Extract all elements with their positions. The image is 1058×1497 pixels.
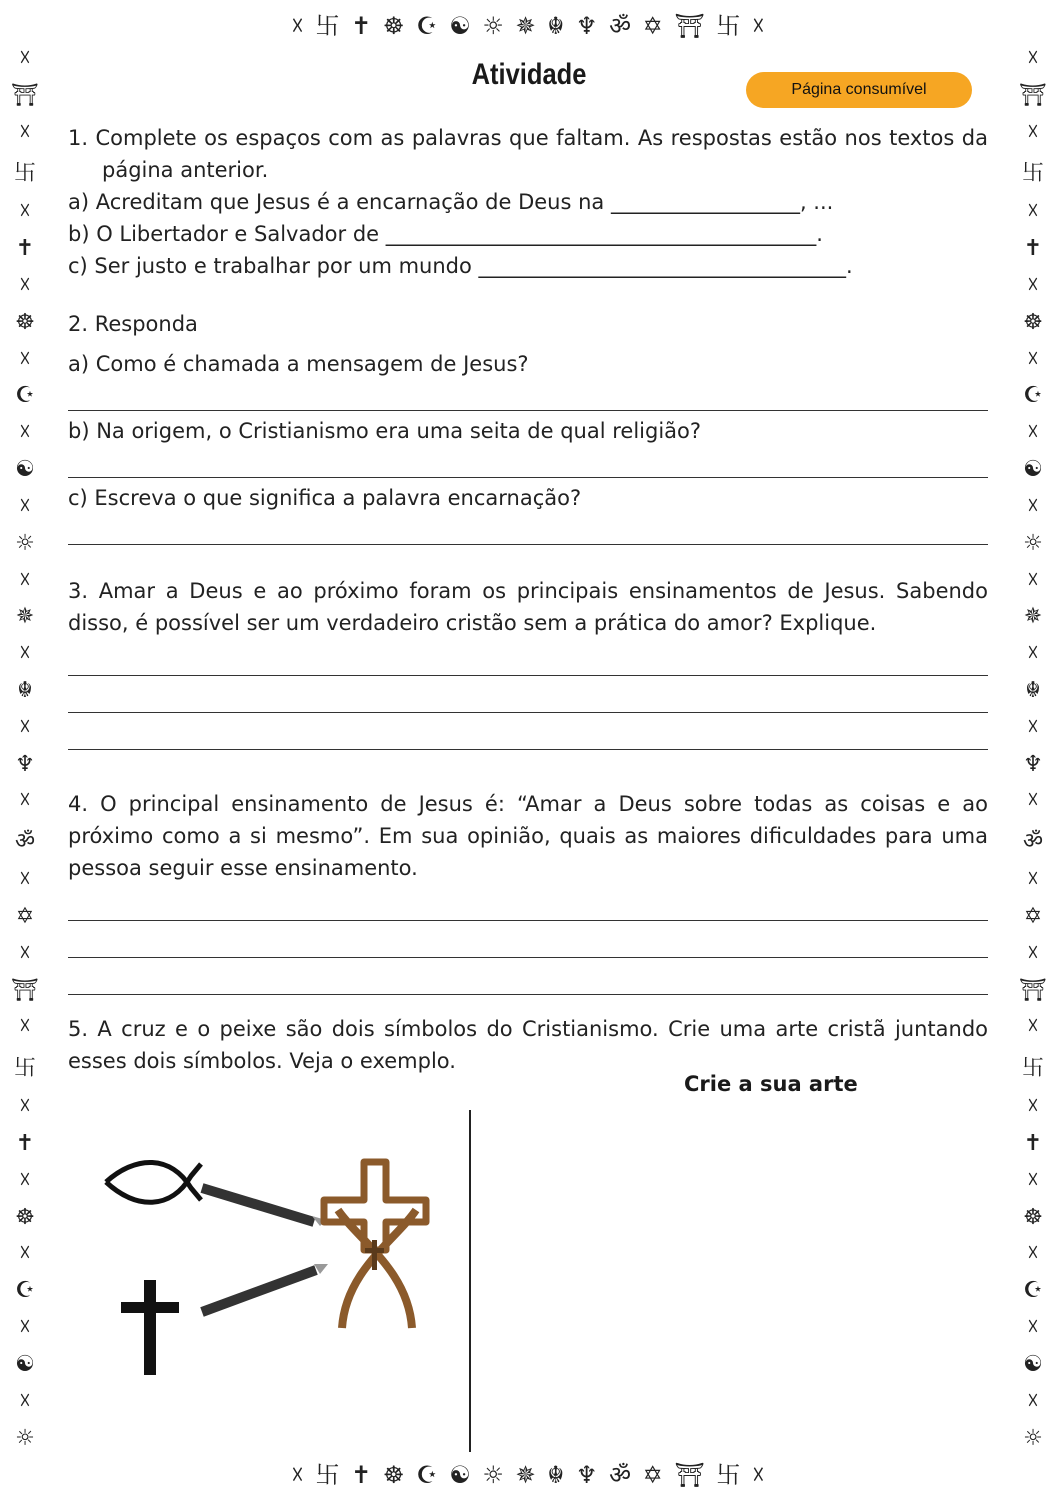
border-x-icon: ☓ [1027, 940, 1039, 966]
border-x-icon: ☓ [19, 1167, 31, 1193]
border-x-icon: ☓ [1027, 346, 1039, 372]
religious-symbol-icon: ☪ [1023, 383, 1043, 409]
religious-symbol-icon: ⛩ [11, 977, 39, 1003]
religious-symbol-icon: ⛩ [1019, 82, 1047, 108]
border-x-icon: ☓ [1027, 199, 1039, 225]
religious-symbol-icon: ☯ [1023, 1351, 1043, 1377]
religious-symbol-icon: ⛩ [1019, 977, 1047, 1003]
q2-b: b) Na origem, o Cristianismo era uma seita de qual religião? [68, 419, 702, 443]
border-x-icon: ☓ [1027, 493, 1039, 519]
answer-line[interactable] [68, 921, 988, 958]
religious-symbol-icon: ✵ [15, 604, 35, 630]
consumable-badge: Página consumível [746, 72, 972, 108]
q2-prompt: 2. Responda [68, 312, 198, 336]
religious-symbol-icon: ☸ [1023, 1204, 1043, 1230]
q1-prompt: 1. Complete os espaços com as palavras que faltam. As respostas estão nos textos da página anterior. [68, 126, 988, 182]
border-x-icon: ☓ [19, 199, 31, 225]
border-x-icon: ☓ [1027, 788, 1039, 814]
border-x-icon: ☓ [1027, 1315, 1039, 1341]
religious-symbol-icon: ✝ [15, 1130, 35, 1156]
border-x-icon: ☓ [19, 346, 31, 372]
religious-symbol-icon: ☯ [15, 1351, 35, 1377]
vertical-divider [469, 1110, 471, 1452]
religious-symbol-icon: ☼ [15, 1425, 35, 1451]
border-x-icon: ☓ [19, 567, 31, 593]
border-x-icon: ☓ [19, 272, 31, 298]
q2-a: a) Como é chamada a mensagem de Jesus? [68, 352, 529, 376]
q4-prompt: 4. O principal ensinamento de Jesus é: “Amar a Deus sobre todas as coisas e ao próximo como a si mesmo”. Em sua opinião, quais as maiores dificuldades para uma pessoa seguir esse ensinamento. [68, 792, 988, 880]
religious-symbol-icon: ☬ [1025, 677, 1041, 703]
religious-symbol-icon: ☸ [15, 309, 35, 335]
religious-symbol-icon: ☸ [1023, 309, 1043, 335]
border-x-icon: ☓ [1027, 1241, 1039, 1267]
border-x-icon: ☓ [1027, 1094, 1039, 1120]
border-right [1010, 40, 1056, 1457]
border-x-icon: ☓ [1027, 714, 1039, 740]
border-x-icon: ☓ [19, 641, 31, 667]
religious-symbol-icon: ✡ [1023, 903, 1043, 929]
answer-line[interactable] [68, 713, 988, 750]
religious-symbol-icon: ✵ [1023, 604, 1043, 630]
religious-symbol-icon: ♆ [15, 751, 35, 777]
religious-symbol-icon: 卐 [13, 1056, 36, 1082]
arrow-icon [202, 1264, 328, 1312]
answer-line[interactable] [68, 514, 988, 545]
religious-symbol-icon: ♆ [1023, 751, 1043, 777]
cross-icon [121, 1280, 179, 1375]
border-x-icon: ☓ [19, 1315, 31, 1341]
border-x-icon: ☓ [1027, 867, 1039, 893]
border-x-icon: ☓ [1027, 420, 1039, 446]
border-x-icon: ☓ [19, 493, 31, 519]
answer-line[interactable] [68, 958, 988, 995]
answer-line[interactable] [68, 380, 988, 411]
border-x-icon: ☓ [19, 1388, 31, 1414]
religious-symbol-icon: ☯ [1023, 457, 1043, 483]
border-x-icon: ☓ [19, 1014, 31, 1040]
religious-symbol-icon: ✝ [1023, 236, 1043, 262]
border-x-icon: ☓ [1027, 641, 1039, 667]
religious-symbol-icon: ☯ [15, 457, 35, 483]
border-x-icon: ☓ [19, 788, 31, 814]
border-top: ☓ 卐 ✝ ☸ ☪ ☯ ☼ ✵ ☬ ♆ ॐ ✡ ⛩ 卐 ☓ [291, 12, 767, 40]
religious-symbol-icon: ☼ [1023, 1425, 1043, 1451]
border-x-icon: ☓ [1027, 119, 1039, 145]
cross-fish-art-icon [324, 1162, 426, 1328]
religious-symbol-icon: 卐 [1021, 161, 1044, 187]
border-x-icon: ☓ [19, 1241, 31, 1267]
border-x-icon: ☓ [1027, 45, 1039, 71]
border-x-icon: ☓ [1027, 1014, 1039, 1040]
religious-symbol-icon: ॐ [14, 829, 36, 855]
arrow-icon [202, 1188, 326, 1226]
religious-symbol-icon: ☪ [15, 383, 35, 409]
page-title: Atividade [471, 58, 587, 91]
border-left [2, 40, 48, 1457]
answer-line[interactable] [68, 447, 988, 478]
fish-icon [106, 1162, 201, 1202]
border-x-icon: ☓ [19, 119, 31, 145]
religious-symbol-icon: ॐ [1022, 829, 1044, 855]
border-x-icon: ☓ [1027, 1388, 1039, 1414]
religious-symbol-icon: ✝ [15, 236, 35, 262]
worksheet-content [68, 122, 988, 1077]
q1-c: c) Ser justo e trabalhar por um mundo ___________________________________. [68, 254, 853, 278]
border-x-icon: ☓ [1027, 272, 1039, 298]
religious-symbol-icon: ✝ [1023, 1130, 1043, 1156]
answer-line[interactable] [68, 884, 988, 921]
religious-symbol-icon: ☼ [1023, 530, 1043, 556]
border-bottom: ☓ 卐 ✝ ☸ ☪ ☯ ☼ ✵ ☬ ♆ ॐ ✡ ⛩ 卐 ☓ [291, 1461, 767, 1489]
q1-a: a) Acreditam que Jesus é a encarnação de Deus na __________________, ... [68, 190, 834, 214]
religious-symbol-icon: 卐 [13, 161, 36, 187]
q5-prompt: 5. A cruz e o peixe são dois símbolos do Cristianismo. Crie uma arte cristã juntando esses dois símbolos. Veja o exemplo. [68, 1017, 988, 1073]
border-x-icon: ☓ [1027, 1167, 1039, 1193]
q1-b: b) O Libertador e Salvador de _________________________________________. [68, 222, 823, 246]
example-art [96, 1150, 446, 1390]
religious-symbol-icon: ☼ [15, 530, 35, 556]
border-x-icon: ☓ [19, 940, 31, 966]
q2-c: c) Escreva o que significa a palavra encarnação? [68, 486, 582, 510]
religious-symbol-icon: ☬ [17, 677, 33, 703]
religious-symbol-icon: ✡ [15, 903, 35, 929]
create-art-label: Crie a sua arte [684, 1072, 858, 1096]
answer-line[interactable] [68, 639, 988, 676]
border-x-icon: ☓ [19, 714, 31, 740]
border-x-icon: ☓ [19, 867, 31, 893]
religious-symbol-icon: 卐 [1021, 1056, 1044, 1082]
religious-symbol-icon: ☸ [15, 1204, 35, 1230]
answer-line[interactable] [68, 676, 988, 713]
border-x-icon: ☓ [19, 420, 31, 446]
border-x-icon: ☓ [19, 45, 31, 71]
q3-prompt: 3. Amar a Deus e ao próximo foram os principais ensinamentos de Jesus. Sabendo disso, é possível ser um verdadeiro cristão sem a prática do amor? Explique. [68, 579, 988, 635]
border-x-icon: ☓ [19, 1094, 31, 1120]
religious-symbol-icon: ☪ [15, 1278, 35, 1304]
religious-symbol-icon: ☪ [1023, 1278, 1043, 1304]
religious-symbol-icon: ⛩ [11, 82, 39, 108]
border-x-icon: ☓ [1027, 567, 1039, 593]
